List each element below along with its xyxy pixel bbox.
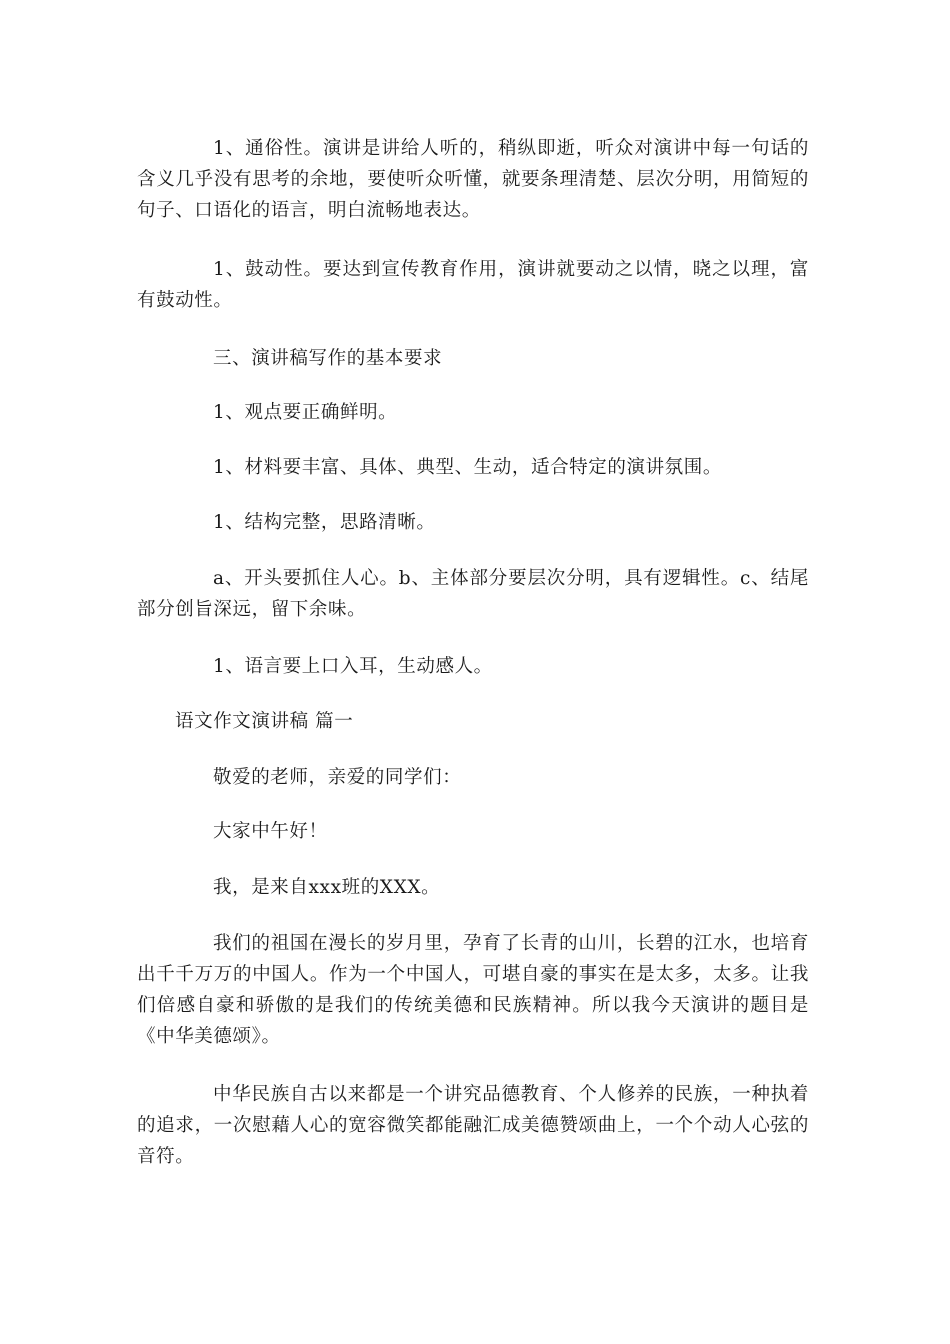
paragraph-materials: 1、材料要丰富、具体、典型、生动，适合特定的演讲氛围。 [213,457,722,478]
paragraph-chinese-virtue: 中华民族自古以来都是一个讲究品德教育、个人修养的民族，一种执着的追求，一次慰藉人心的宽容微笑都能融汇成美德赞颂曲上，一个个动人心弦的音符。 [137,1084,809,1167]
article-title: 语文作文演讲稿 篇一 [175,711,354,732]
paragraph-good-noon: 大家中午好！ [213,821,328,842]
paragraph-language: 1、语言要上口入耳，生动感人。 [213,656,493,677]
paragraph-viewpoint: 1、观点要正确鲜明。 [213,402,398,423]
paragraph-inspiring: 1、鼓动性。要达到宣传教育作用，演讲就要动之以情，晓之以理，富有鼓动性。 [137,259,809,311]
paragraph-greeting: 敬爱的老师，亲爱的同学们： [213,767,462,788]
section-heading-requirements: 三、演讲稿写作的基本要求 [213,348,443,369]
paragraph-self-intro: 我，是来自xxx班的XXX。 [213,877,441,898]
paragraph-popularity: 1、通俗性。演讲是讲给人听的，稍纵即逝，听众对演讲中每一句话的含义几乎没有思考的余地，要使听众听懂，就要条理清楚、层次分明，用简短的句子、口语化的语言，明白流畅地表达。 [137,138,809,221]
paragraph-motherland: 我们的祖国在漫长的岁月里，孕育了长青的山川，长碧的江水，也培育出千千万万的中国人。作为一个中国人，可堪自豪的事实在是太多，太多。让我们倍感自豪和骄傲的是我们的传统美德和民族精神。所以我今天演讲的题目是《中华美德颂》。 [137,933,809,1047]
paragraph-structure-details: a、开头要抓住人心。b、主体部分要层次分明，具有逻辑性。c、结尾部分创旨深远，留下余味。 [137,568,809,620]
paragraph-structure: 1、结构完整，思路清晰。 [213,512,436,533]
